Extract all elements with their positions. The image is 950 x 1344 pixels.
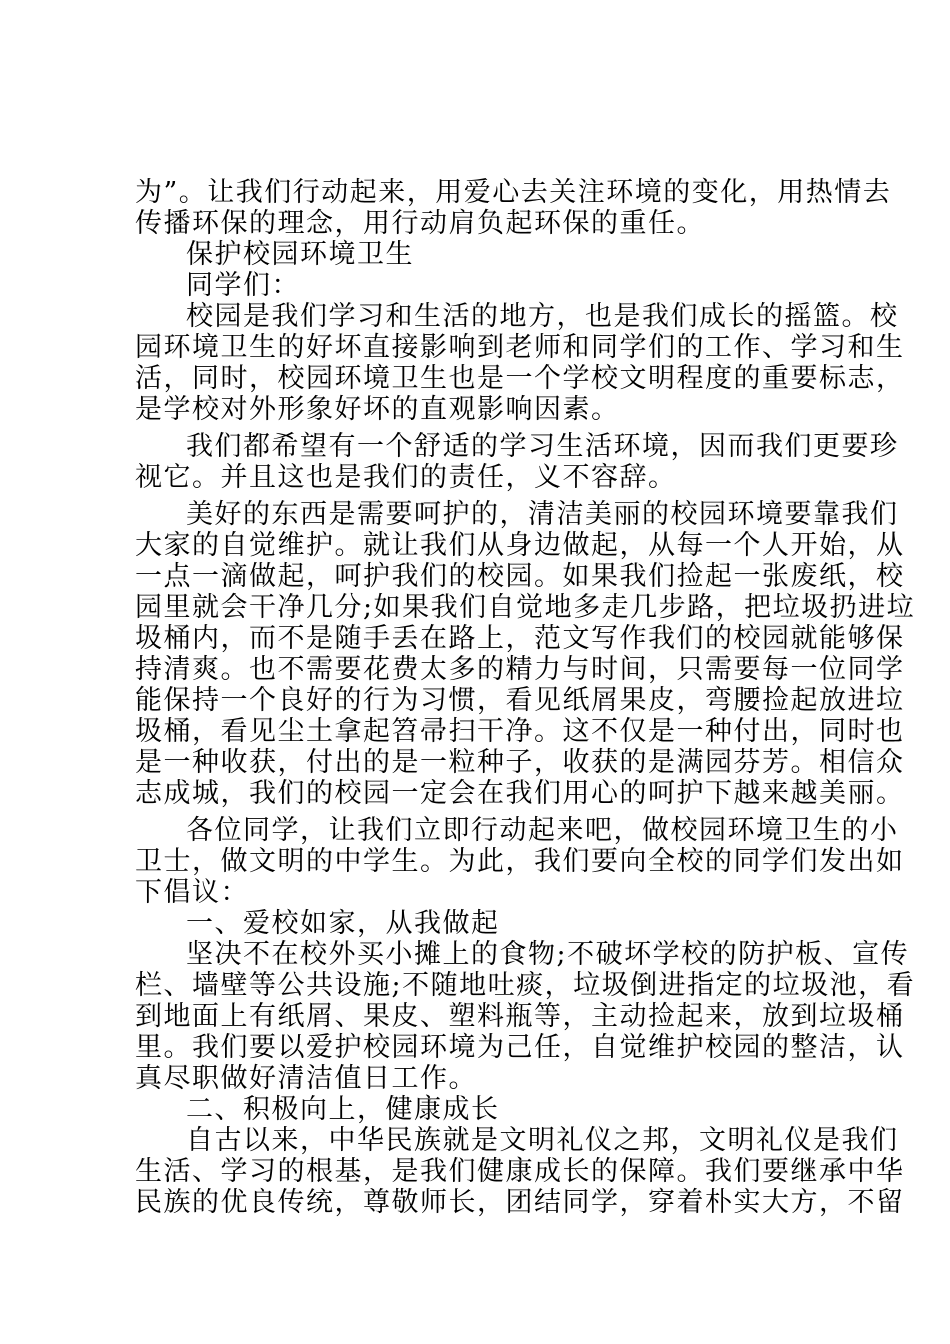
text-line: 传播环保的理念，用行动肩负起环保的重任。: [135, 208, 705, 239]
text-line: 里。我们要以爱护校园环境为己任，自觉维护校园的整洁，认: [135, 1032, 905, 1063]
text-line: 坚决不在校外买小摊上的食物;不破坏学校的防护板、宣传: [186, 939, 910, 970]
text-line: 大家的自觉维护。就让我们从身边做起，从每一个人开始，从: [135, 530, 905, 561]
text-line: 园环境卫生的好坏直接影响到老师和同学们的工作、学习和生: [135, 332, 905, 363]
text-line: 我们都希望有一个舒适的学习生活环境，因而我们更要珍: [186, 431, 899, 462]
text-line: 栏、墙壁等公共设施;不随地吐痰，垃圾倒进指定的垃圾池，看: [135, 970, 916, 1001]
text-line: 下倡议：: [135, 877, 249, 908]
text-line: 为”。让我们行动起来，用爱心去关注环境的变化，用热情去: [135, 177, 892, 208]
text-line: 持清爽。也不需要花费太多的精力与时间，只需要每一位同学: [135, 654, 905, 685]
text-line: 卫士，做文明的中学生。为此，我们要向全校的同学们发出如: [135, 846, 905, 877]
text-line: 到地面上有纸屑、果皮、塑料瓶等，主动捡起来，放到垃圾桶: [135, 1001, 905, 1032]
text-line: 真尽职做好清洁值日工作。: [135, 1063, 477, 1094]
text-line: 自古以来，中华民族就是文明礼仪之邦，文明礼仪是我们: [186, 1125, 899, 1156]
list-heading: 一、爱校如家，从我做起: [186, 908, 500, 939]
list-heading: 二、积极向上，健康成长: [186, 1094, 500, 1125]
text-line: 能保持一个良好的行为习惯，看见纸屑果皮，弯腰捡起放进垃: [135, 685, 905, 716]
text-line: 圾桶内，而不是随手丢在路上，范文写作我们的校园就能够保: [135, 623, 905, 654]
text-line: 各位同学，让我们立即行动起来吧，做校园环境卫生的小: [186, 815, 899, 846]
text-line: 是学校对外形象好坏的直观影响因素。: [135, 394, 620, 425]
text-line: 一点一滴做起，呵护我们的校园。如果我们捡起一张废纸，校: [135, 561, 905, 592]
text-line: 民族的优良传统，尊敬师长，团结同学，穿着朴实大方，不留: [135, 1187, 905, 1218]
text-line: 美好的东西是需要呵护的，清洁美丽的校园环境要靠我们: [186, 499, 899, 530]
document-body: [135, 177, 916, 1218]
salutation: 同学们：: [186, 270, 300, 301]
text-line: 志成城，我们的校园一定会在我们用心的呵护下越来越美丽。: [135, 778, 905, 809]
text-line: 圾桶，看见尘土拿起笤帚扫干净。这不仅是一种付出，同时也: [135, 716, 905, 747]
text-line: 是一种收获，付出的是一粒种子，收获的是满园芬芳。相信众: [135, 747, 905, 778]
text-line: 生活、学习的根基，是我们健康成长的保障。我们要继承中华: [135, 1156, 905, 1187]
section-title: 保护校园环境卫生: [186, 239, 414, 270]
text-line: 活，同时，校园环境卫生也是一个学校文明程度的重要标志，: [135, 363, 905, 394]
text-line: 视它。并且这也是我们的责任，义不容辞。: [135, 462, 677, 493]
text-line: 校园是我们学习和生活的地方，也是我们成长的摇篮。校: [186, 301, 899, 332]
text-line: 园里就会干净几分;如果我们自觉地多走几步路，把垃圾扔进垃: [135, 592, 916, 623]
